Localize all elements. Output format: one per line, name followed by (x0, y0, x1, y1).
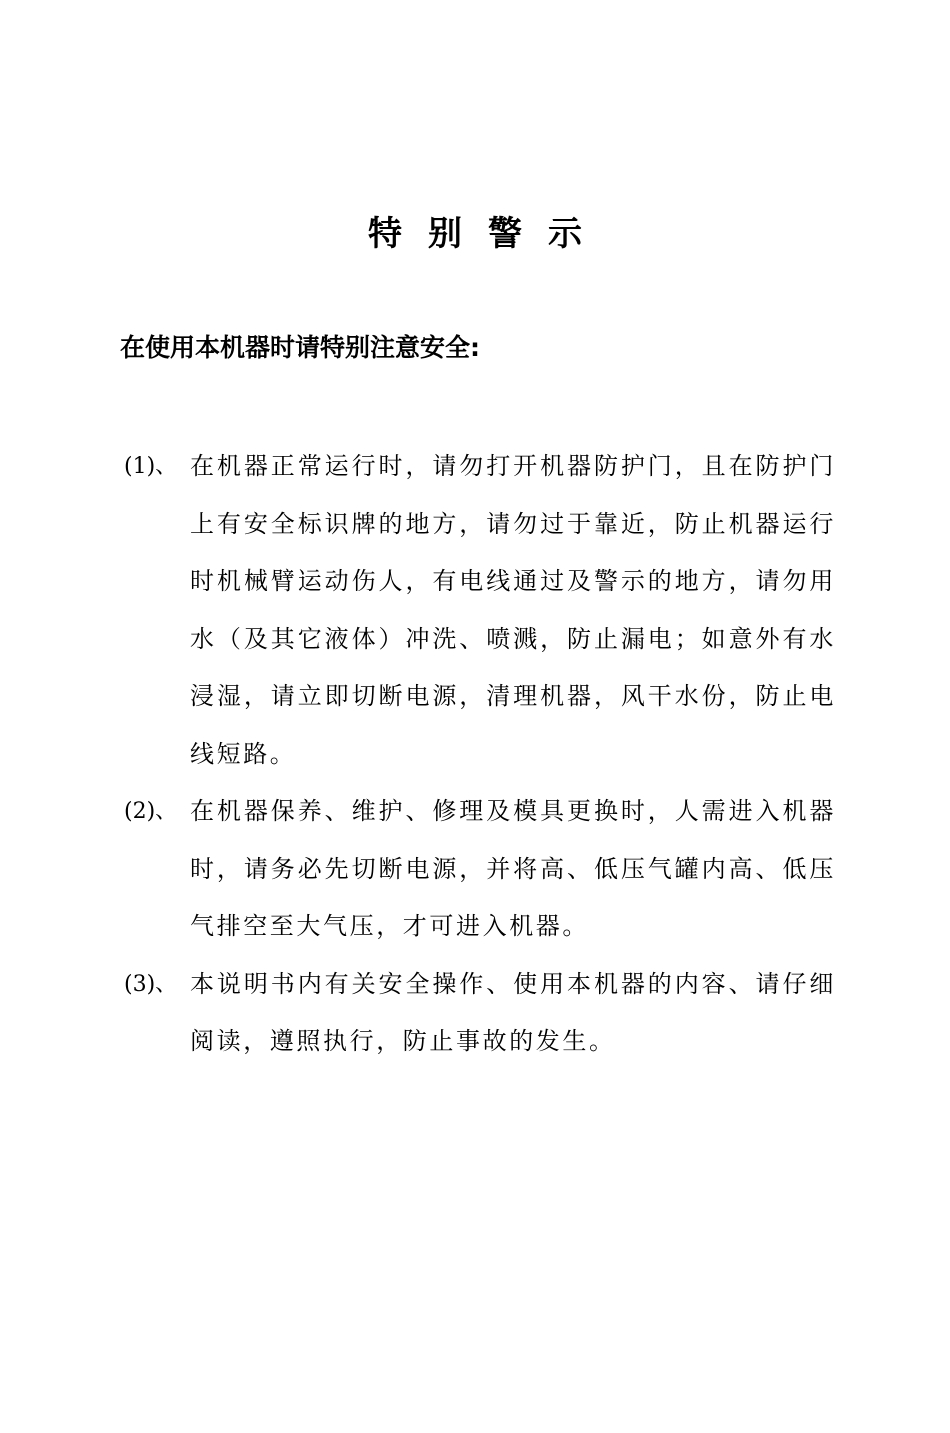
page-title: 特别警示 (368, 214, 608, 254)
warning-item-3 (124, 956, 836, 1071)
warning-list (124, 438, 836, 1071)
warning-item-text: 在机器保养、维护、修理及模具更换时，人需进入机器时，请务必先切断电源，并将高、低压气罐内高、低压气排空至大气压，才可进入机器。 (190, 797, 836, 940)
warning-item-text: 在机器正常运行时，请勿打开机器防护门，且在防护门上有安全标识牌的地方，请勿过于靠近，防止机器运行时机械臂运动伤人，有电线通过及警示的地方，请勿用水（及其它液体）冲洗、喷溅，防止漏电；如意外有水浸湿，请立即切断电源，清理机器，风干水份，防止电线短路。 (190, 452, 836, 768)
warning-item-number: (3)、 (124, 971, 178, 997)
warning-item-1 (124, 438, 836, 783)
warning-item-number: (1)、 (124, 454, 178, 479)
safety-notice-heading: 在使用本机器时请特别注意安全: (120, 333, 480, 362)
warning-item-number: (2)、 (124, 799, 178, 824)
warning-item-2 (124, 783, 836, 956)
warning-item-text: 本说明书内有关安全操作、使用本机器的内容、请仔细阅读，遵照执行，防止事故的发生。 (190, 969, 836, 1055)
